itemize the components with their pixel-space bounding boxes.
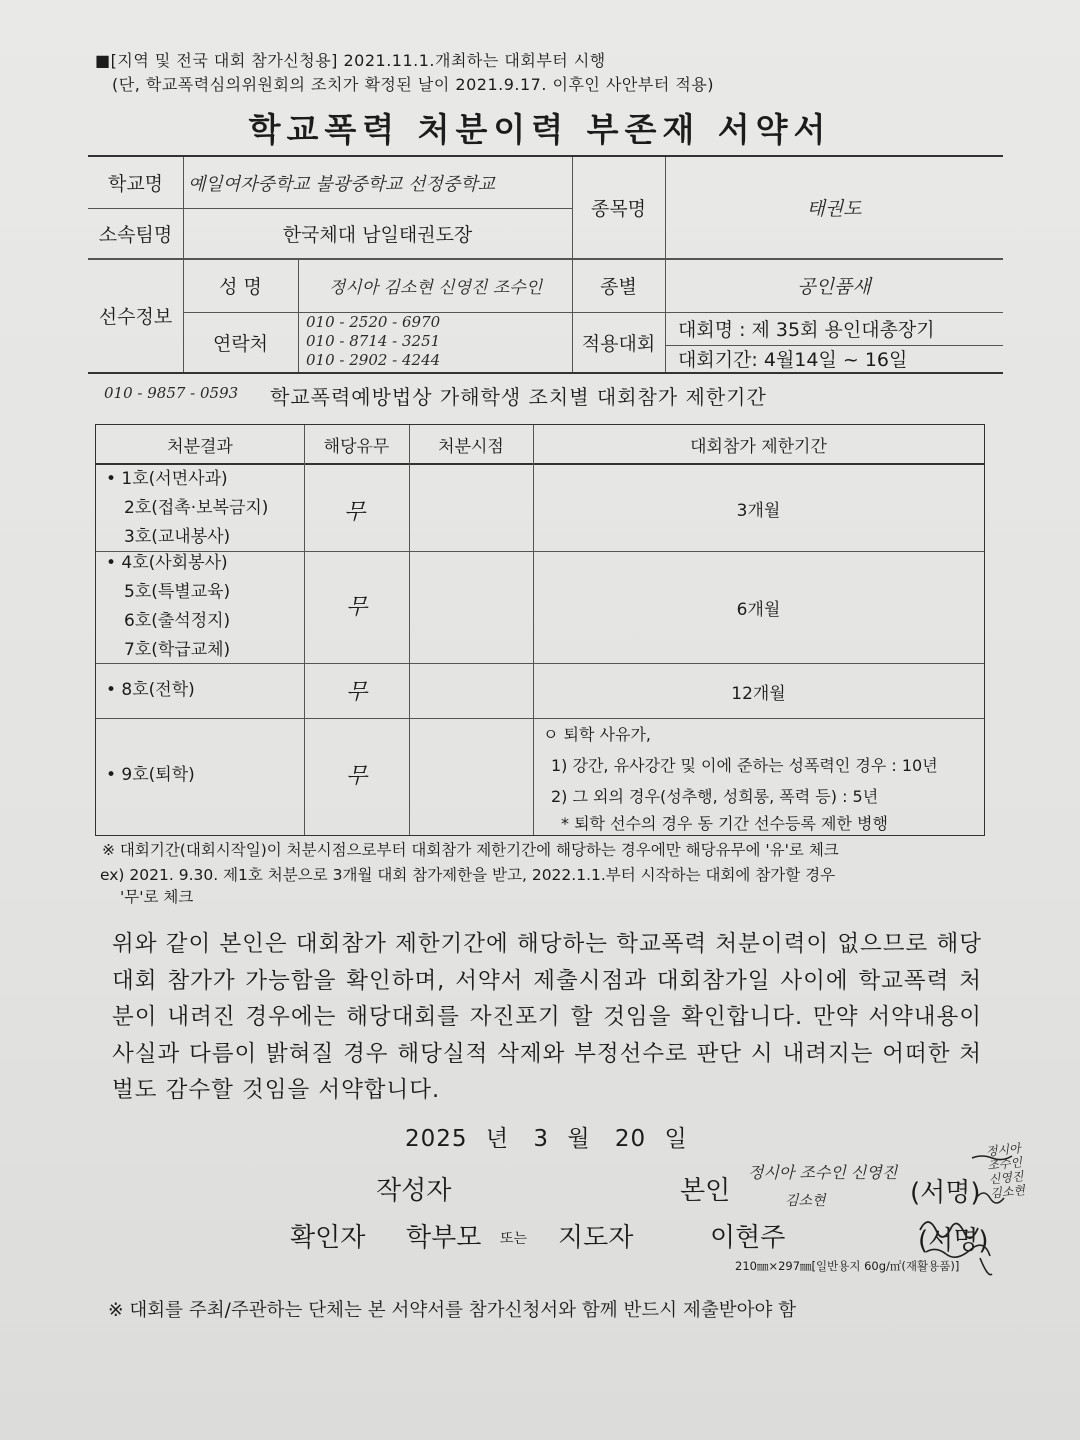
section-title: 학교폭력예방법상 가해학생 조치별 대회참가 제한기간 (270, 385, 767, 409)
self-label: 본인 (680, 1176, 731, 1206)
list-item: 3호(교내봉사) (124, 527, 231, 547)
note-3: '무'로 체크 (120, 888, 194, 906)
table-row-3-items (106, 676, 195, 705)
table-row-4-items (106, 761, 195, 790)
limit-value: 12개월 (731, 683, 786, 704)
event-label: 종목명 (590, 198, 647, 220)
table-row-2-items (106, 549, 230, 665)
competition-name: 대회명 : 제 35회 용인대총장기 (678, 319, 935, 341)
list-item: 2호(접촉·보복금지) (124, 498, 269, 518)
guide-name: 이현주 (710, 1223, 786, 1253)
check-mark: 무 (344, 500, 366, 525)
list-item: 7호(학급교체) (124, 640, 231, 660)
check-mark: 무 (346, 764, 368, 789)
contact-values (306, 313, 440, 370)
limit-value: 3개월 (736, 500, 781, 521)
list-item: • 4호(사회봉사) (106, 553, 228, 573)
limit-line: ㅇ 퇴학 사유가, (543, 725, 651, 744)
limit-value: 6개월 (736, 600, 781, 620)
notice-line-2: (단, 학교폭력심의위원회의 조치가 확정된 날이 2021.9.17. 이후인 사안부터 적용) (112, 75, 715, 94)
check-mark: 무 (346, 680, 368, 705)
contact-extra: 010 - 9857 - 0593 (104, 384, 239, 402)
team-value: 한국체대 남일태권도장 (282, 223, 473, 246)
footer-note: ※ 대회를 주최/주관하는 단체는 본 서약서를 참가신청서와 함께 반드시 제출받아야 함 (108, 1300, 797, 1321)
contact-value: 010 - 2902 - 4244 (306, 351, 441, 369)
guide-label: 지도자 (558, 1223, 634, 1253)
contact-value: 010 - 8714 - 3251 (306, 332, 441, 350)
school-value: 예일여자중학교 불광중학교 선정중학교 (188, 173, 496, 195)
header-limit-period: 대회참가 제한기간 (690, 436, 827, 457)
date-month: 3 (533, 1126, 550, 1152)
team-label: 소속팀명 (98, 223, 173, 246)
or-label: 또는 (500, 1231, 528, 1247)
name-value: 정시아 김소현 신영진 조수인 (328, 277, 543, 298)
list-item: • 8호(전학) (106, 680, 195, 700)
name-label: 성 명 (219, 275, 262, 298)
signature-name: 김소현 (989, 1183, 1026, 1201)
sign-label-2: (서명) (918, 1226, 989, 1256)
info-table (88, 155, 1003, 374)
category-label: 종별 (600, 275, 637, 298)
category-value: 공인품새 (797, 275, 871, 298)
restriction-table (95, 424, 985, 836)
check-mark: 무 (346, 595, 368, 620)
list-item: • 9호(퇴학) (106, 765, 195, 785)
contact-value: 010 - 2520 - 6970 (306, 313, 441, 331)
limit-line: 2) 그 외의 경우(성추행, 성희롱, 폭력 등) : 5년 (551, 787, 879, 806)
date-day: 20 (614, 1126, 647, 1152)
apply-label: 적용대회 (581, 332, 656, 355)
date-day-unit: 일 (664, 1126, 688, 1152)
date (405, 1120, 688, 1153)
signature-name: 조수인 (986, 1155, 1023, 1173)
date-month-unit: 월 (567, 1126, 591, 1152)
header-disposition-date: 처분시점 (438, 436, 504, 457)
confirm-label: 확인자 (290, 1223, 366, 1253)
expulsion-limit (543, 719, 938, 836)
date-year: 2025 (405, 1126, 468, 1152)
player-info-label: 선수정보 (98, 305, 173, 328)
signature-name: 정시아 (985, 1141, 1022, 1159)
contact-label: 연락처 (212, 332, 269, 355)
pledge-text: 위와 같이 본인은 대회참가 제한기간에 해당하는 학교폭력 처분이력이 없으므로 해당 대회 참가가 가능함을 확인하며, 서약서 제출시점과 대회참가일 사이에 학교폭력 처분이 내려진 경우에는 해당대회를 자진포기 할 것임을 확인합니다. 만약 서약내용이 사실과 다름이 밝혀질 경우 해당실적 삭제와 부정선수로 판단 시 내려지는 어떠한 처벌도 감수할 것임을 서약합니다. (112, 931, 982, 1103)
parent-label: 학부모 (406, 1223, 482, 1253)
school-label: 학교명 (107, 173, 164, 195)
date-year-unit: 년 (485, 1126, 510, 1152)
notice-line-1: ■[지역 및 전국 대회 참가신청용] 2021.11.1.개최하는 대회부터 시행 (95, 51, 606, 70)
signature-name: 신영진 (988, 1169, 1025, 1187)
writer-label: 작성자 (376, 1176, 452, 1206)
table-row-1-items (106, 465, 268, 552)
limit-line: * 퇴학 선수의 경우 동 기간 선수등록 제한 병행 (561, 814, 888, 833)
list-item: • 1호(서면사과) (106, 469, 228, 489)
limit-line: 1) 강간, 유사강간 및 이에 준하는 성폭력인 경우 : 10년 (551, 756, 938, 775)
document-title: 학교폭력 처분이력 부존재 서약서 (248, 110, 832, 149)
note-2: ex) 2021. 9.30. 제1호 처분으로 3개월 대회 참가제한을 받고, 2022.1.1.부터 시작하는 대회에 참가할 경우 (100, 866, 836, 884)
self-names: 정시아 조수인 신영진 (748, 1163, 898, 1182)
note-1: ※ 대회기간(대회시작일)이 처분시점으로부터 대회참가 제한기간에 해당하는 경우에만 해당유무에 '유'로 체크 (102, 841, 839, 859)
self-names-2: 김소현 (785, 1193, 826, 1209)
list-item: 6호(출석정지) (124, 611, 231, 631)
header-result: 처분결과 (167, 436, 233, 457)
list-item: 5호(특별교육) (124, 582, 231, 602)
competition-period: 대회기간: 4월14일 ~ 16일 (678, 349, 908, 371)
header-applicable: 해당유무 (323, 436, 390, 457)
paper-spec: 210㎜×297㎜[일반용지 60g/㎡(재활용품)] (735, 1259, 960, 1273)
event-value: 태권도 (806, 198, 862, 220)
sign-label-1: (서명) (910, 1178, 981, 1208)
